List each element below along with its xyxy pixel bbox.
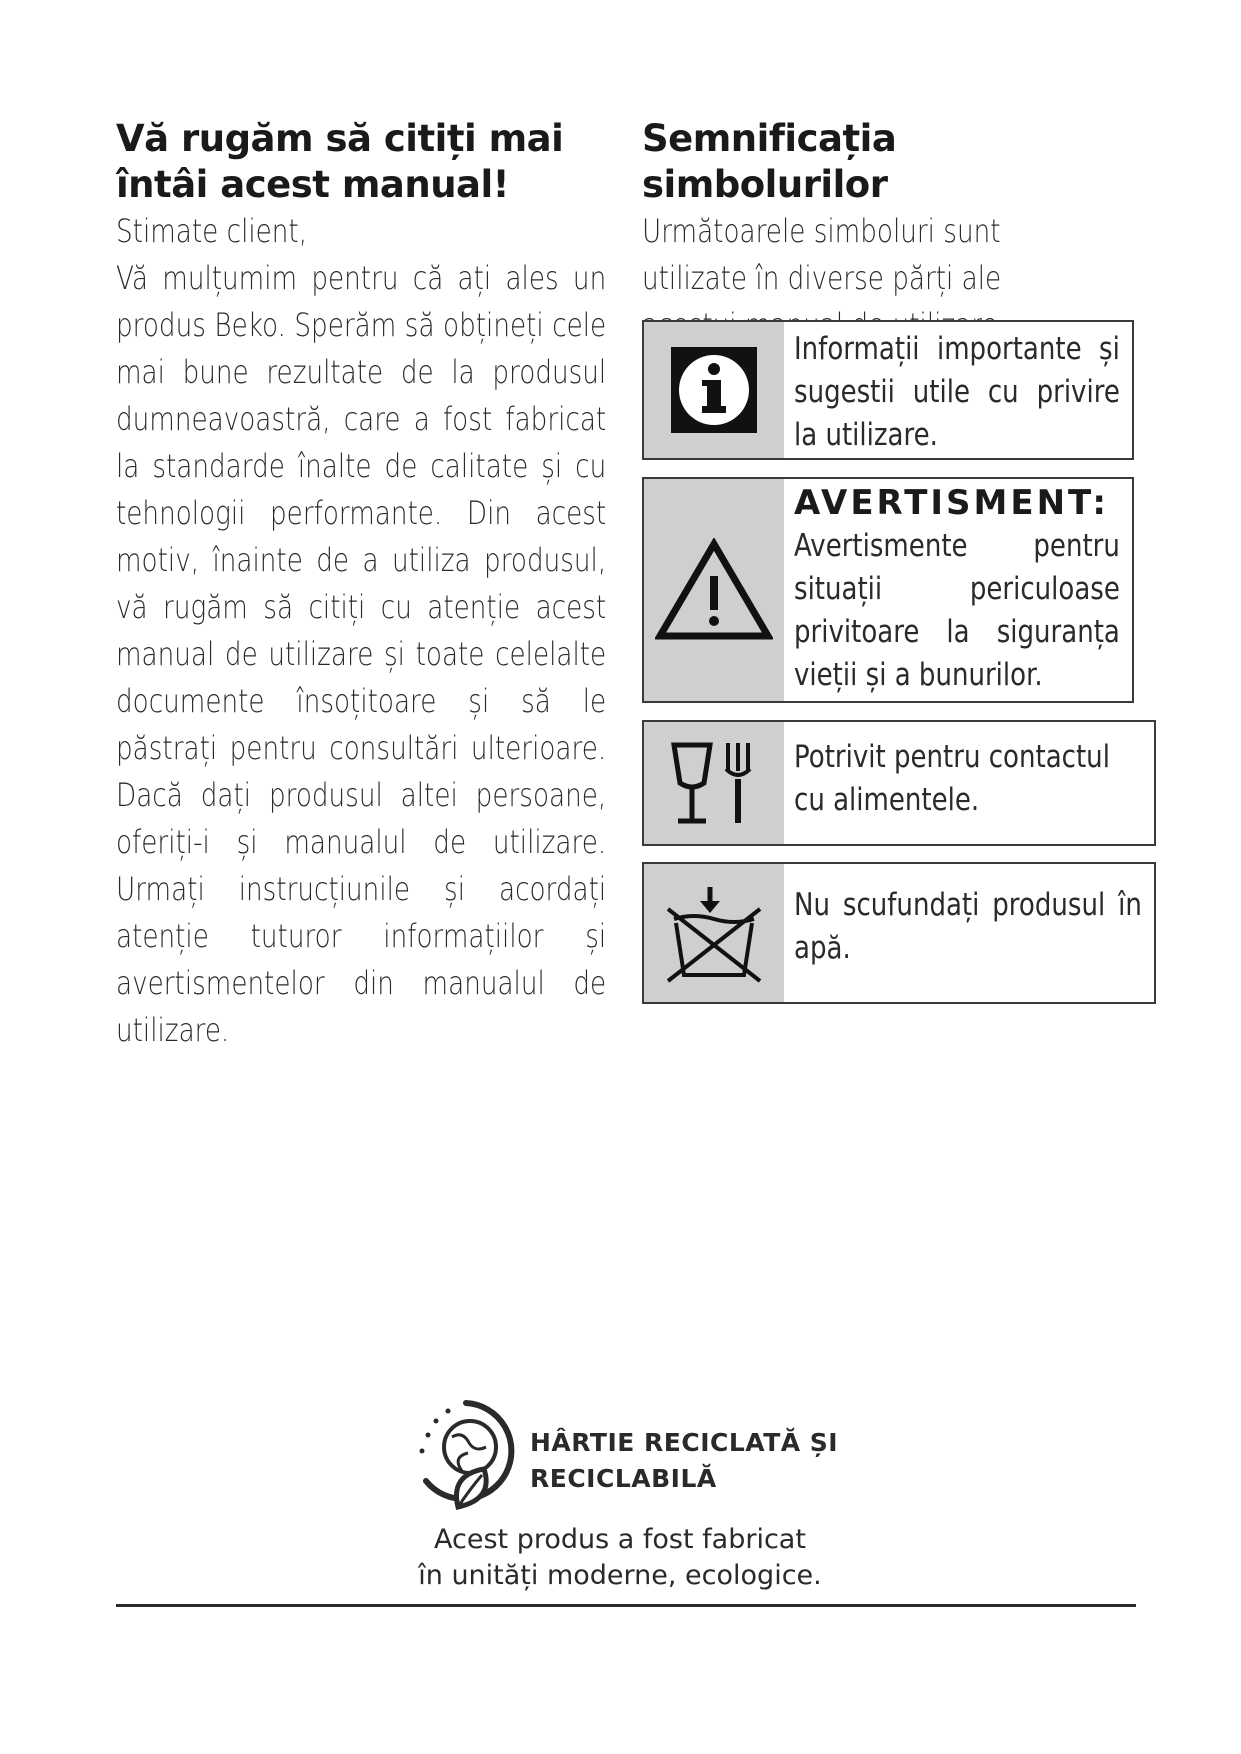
- symbol-info-box: [642, 320, 1134, 460]
- food-contact-icon: [644, 722, 784, 844]
- right-column: [642, 116, 1152, 349]
- symbols-title: Semnificația simbolurilor: [642, 117, 897, 206]
- symbols-intro: Următoarele simboluri sunt utilizate în diverse părți ale: [642, 212, 1002, 297]
- greeting: Stimate client,: [116, 212, 308, 250]
- symbol-food-text: Potrivit pentru contactul cu alimentele.: [794, 739, 1110, 818]
- eco-description: [300, 1522, 940, 1594]
- symbol-warning-text: AVERTISMENT: Avertismente pentru situații periculoase privitoare la siguranța vieții și a bunurilor.: [794, 483, 1120, 693]
- info-icon: [644, 322, 784, 458]
- symbol-warning-box: [642, 477, 1134, 703]
- eco-badge: [412, 1395, 852, 1525]
- left-column: [116, 116, 606, 1054]
- no-immerse-icon: [644, 864, 784, 1002]
- page-title: [116, 116, 606, 208]
- symbol-immerse-box: [642, 862, 1156, 1004]
- eco-desc-line-2: în unități moderne, ecologice.: [418, 1560, 822, 1591]
- symbol-immerse-text: Nu scufundați produsul în apă.: [794, 887, 1142, 966]
- recycled-paper-icon: [412, 1395, 520, 1515]
- eco-title-line-1: HÂRTIE RECICLATĂ ȘI: [530, 1428, 839, 1457]
- title-line-1: Vă rugăm să citiți mai: [116, 117, 564, 160]
- eco-title-line-2: RECICLABILĂ: [530, 1464, 717, 1493]
- intro-paragraph: Vă mulțumim pentru că ați ales un produs Beko. Sperăm să obțineți cele mai bune rezultate de la produsul dumneavoastră, care a fost fabricat la standarde înalte de calitate și cu tehnologii performante. Din acest motiv, înainte de a utiliza produsul, vă rugăm să citiți cu atenție acest manual de utilizare și toate celelalte documente însoțitoare și să le păstrați pentru consultări ulterioare. Dacă dați produsul altei persoane, oferiți-i și manualul de utilizare. Urmați instrucțiunile și acordați atenție tuturor informațiilor și avertismentelor din manualul de utilizare.: [116, 259, 607, 1049]
- symbol-food-box: [642, 720, 1156, 846]
- footer-divider: [116, 1604, 1136, 1607]
- eco-title: [530, 1425, 838, 1497]
- warning-title: AVERTISMENT:: [794, 483, 1109, 523]
- symbol-info-text: Informații importante și sugestii utile cu privire la utilizare.: [794, 331, 1120, 453]
- warning-triangle-icon: [644, 479, 784, 701]
- eco-desc-line-1: Acest produs a fost fabricat: [434, 1524, 806, 1555]
- title-line-2: întâi acest manual!: [116, 163, 510, 206]
